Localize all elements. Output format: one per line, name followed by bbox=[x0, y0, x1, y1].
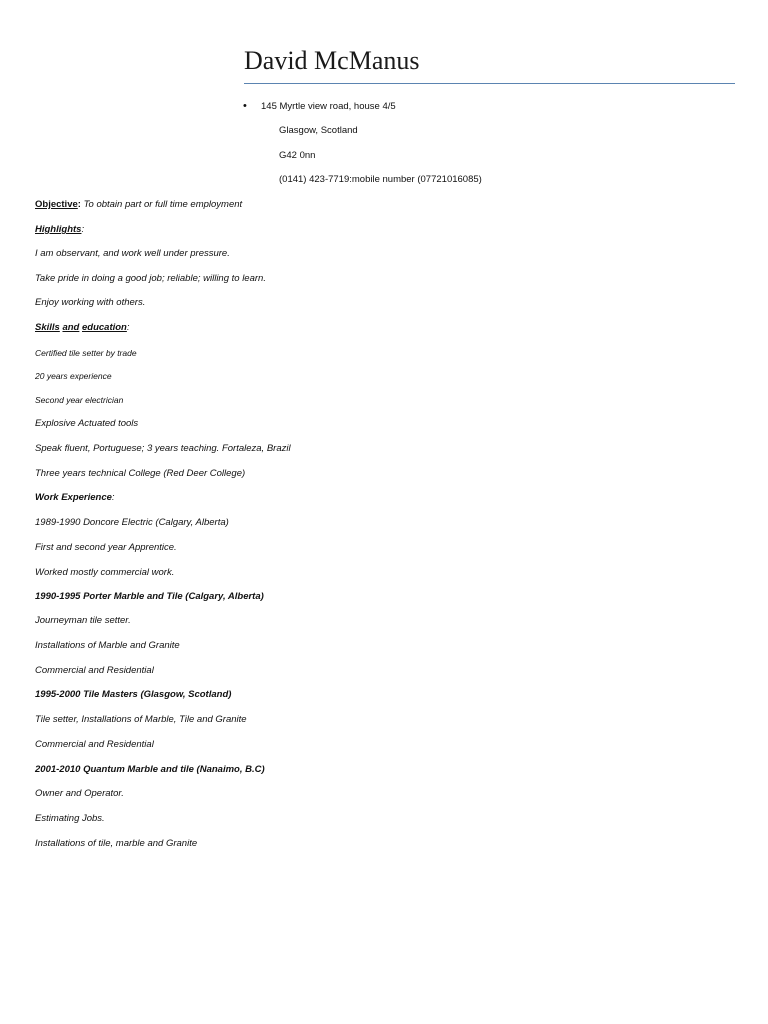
job-title: 1995-2000 Tile Masters (Glasgow, Scotland) bbox=[35, 689, 232, 700]
job-title: 2001-2010 Quantum Marble and tile (Nanaimo, B.C) bbox=[35, 764, 265, 775]
resume-name: David McManus bbox=[244, 46, 420, 75]
address-bullet: • bbox=[243, 100, 247, 112]
job-detail: Commercial and Residential bbox=[35, 665, 154, 676]
objective-line bbox=[35, 199, 242, 211]
job-detail: Owner and Operator. bbox=[35, 788, 124, 799]
skills-colon: : bbox=[126, 322, 130, 333]
highlights-label: Highlights bbox=[35, 224, 82, 235]
highlight-item: I am observant, and work well under pressure. bbox=[35, 248, 230, 259]
work-experience-label: Work Experience bbox=[35, 492, 112, 503]
address-line-street: 145 Myrtle view road, house 4/5 bbox=[261, 101, 396, 112]
highlight-item: Enjoy working with others. bbox=[35, 297, 146, 308]
job-detail: Commercial and Residential bbox=[35, 739, 154, 750]
job-detail: Estimating Jobs. bbox=[35, 813, 105, 824]
objective-text: To obtain part or full time employment bbox=[80, 199, 243, 210]
highlights-heading bbox=[35, 224, 84, 236]
objective-label: Objective bbox=[35, 199, 78, 210]
work-experience-heading bbox=[35, 492, 115, 504]
header-divider bbox=[244, 83, 735, 84]
skills-and: and bbox=[62, 322, 80, 333]
highlights-colon: : bbox=[81, 224, 85, 235]
skills-label: Skills bbox=[35, 322, 60, 333]
highlight-item: Take pride in doing a good job; reliable; willing to learn. bbox=[35, 273, 266, 284]
address-line-city: Glasgow, Scotland bbox=[279, 125, 358, 136]
job-detail: First and second year Apprentice. bbox=[35, 542, 177, 553]
skills-heading bbox=[35, 322, 130, 334]
job-detail: Tile setter, Installations of Marble, Tile and Granite bbox=[35, 714, 247, 725]
skill-item: 20 years experience bbox=[35, 371, 112, 381]
work-experience-colon: : bbox=[111, 492, 115, 503]
job-detail: Installations of tile, marble and Granite bbox=[35, 838, 198, 849]
skill-item: Speak fluent, Portuguese; 3 years teaching. Fortaleza, Brazil bbox=[35, 443, 291, 454]
job-title: 1989-1990 Doncore Electric (Calgary, Alberta) bbox=[35, 517, 229, 528]
skill-item: Second year electrician bbox=[35, 395, 124, 405]
address-line-phone: (0141) 423-7719:mobile number (07721016085) bbox=[279, 174, 482, 185]
job-detail: Worked mostly commercial work. bbox=[35, 567, 175, 578]
address-line-postcode: G42 0nn bbox=[279, 150, 316, 161]
objective-colon: : bbox=[77, 199, 81, 210]
skill-item: Certified tile setter by trade bbox=[35, 348, 137, 358]
skill-item: Explosive Actuated tools bbox=[35, 418, 139, 429]
job-title: 1990-1995 Porter Marble and Tile (Calgary, Alberta) bbox=[35, 591, 264, 602]
job-detail: Installations of Marble and Granite bbox=[35, 640, 180, 651]
education-label: education bbox=[82, 322, 127, 333]
job-detail: Journeyman tile setter. bbox=[35, 615, 131, 626]
skill-item: Three years technical College (Red Deer College) bbox=[35, 468, 246, 479]
